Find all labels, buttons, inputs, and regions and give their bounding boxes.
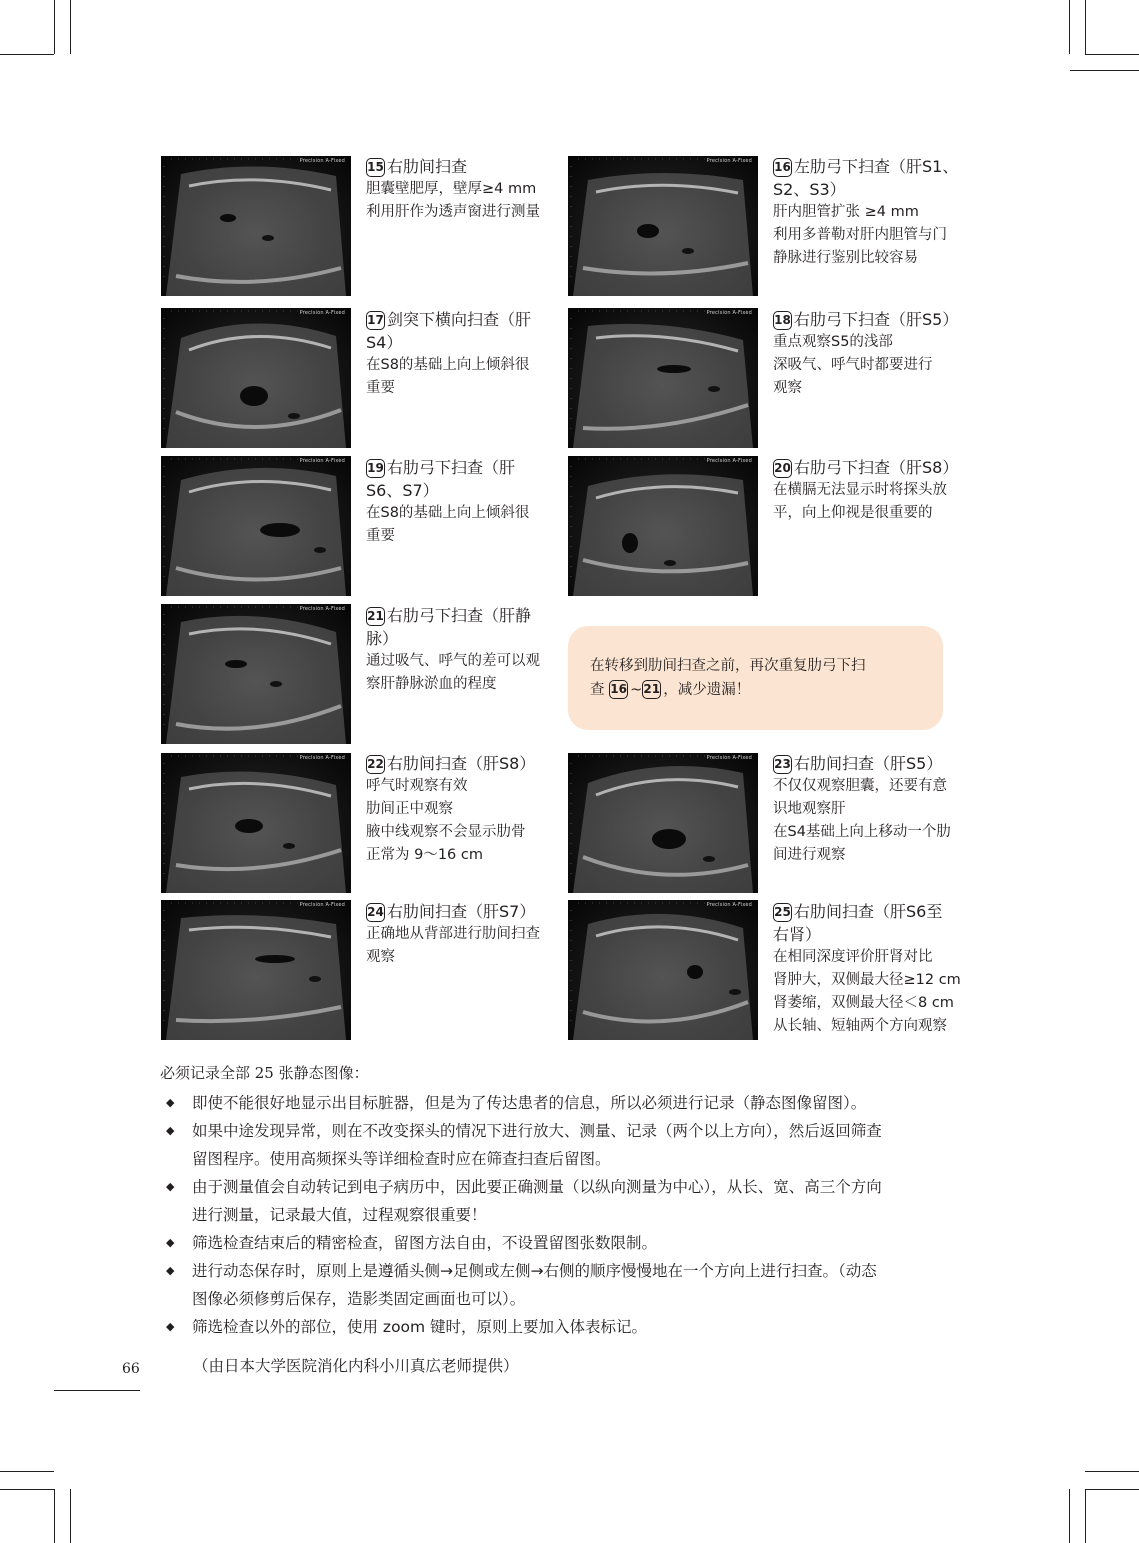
panel-caption bbox=[366, 155, 551, 224]
panel-title: 21 右肋弓下扫查（肝静 bbox=[367, 606, 532, 625]
diamond-bullet-icon: ◆ bbox=[166, 1264, 175, 1277]
scan-label: Precision A-Fixed bbox=[299, 902, 345, 908]
caption-line: 腋中线观察不会显示肋骨 bbox=[366, 824, 526, 840]
panel-title: 24 右肋间扫查（肝S7） bbox=[367, 902, 536, 921]
caption-line: 肾萎缩，双侧最大径＜8 cm bbox=[773, 995, 954, 1011]
caption-line: 在S4基础上向上移动一个肋 bbox=[773, 824, 951, 840]
list-item-line: 进行测量，记录最大值，过程观察很重要！ bbox=[192, 1206, 487, 1224]
ultrasound-image bbox=[161, 753, 351, 893]
caption-line: 正常为 9～16 cm bbox=[366, 847, 483, 863]
panel-caption bbox=[773, 456, 958, 525]
caption-line: 肋间正中观察 bbox=[366, 801, 453, 817]
caption-line: 观察 bbox=[773, 380, 802, 396]
caption-line: 静脉进行鉴别比较容易 bbox=[773, 250, 918, 266]
scan-graphic bbox=[161, 456, 351, 596]
requirements-list bbox=[160, 1089, 980, 1341]
list-item bbox=[160, 1229, 980, 1257]
panel-title: 18 右肋弓下扫查（肝S5） bbox=[774, 310, 959, 329]
scan-graphic bbox=[161, 753, 351, 893]
caption-line: 正确地从背部进行肋间扫查 bbox=[366, 926, 540, 942]
panel-caption bbox=[773, 752, 958, 867]
requirements-section bbox=[160, 1062, 980, 1341]
list-item-line: 如果中途发现异常，则在不改变探头的情况下进行放大、测量、记录（两个以上方向），然后返回筛查 bbox=[192, 1122, 882, 1140]
list-item bbox=[160, 1313, 980, 1341]
note-tilde: ~ bbox=[630, 682, 643, 698]
ultrasound-image bbox=[568, 308, 758, 448]
step-badge: 25 bbox=[773, 903, 792, 922]
panel-caption bbox=[773, 900, 961, 1038]
scan-label: Precision A-Fixed bbox=[299, 606, 345, 612]
caption-line: 间进行观察 bbox=[773, 847, 846, 863]
diamond-bullet-icon: ◆ bbox=[166, 1096, 175, 1109]
caption-line: 利用多普勒对肝内胆管与门 bbox=[773, 227, 947, 243]
list-item-line: 筛选检查以外的部位，使用 zoom 键时，原则上要加入体表标记。 bbox=[192, 1318, 648, 1336]
panel-caption bbox=[366, 604, 551, 696]
step-badge: 20 bbox=[773, 459, 792, 478]
step-badge: 16 bbox=[773, 158, 792, 177]
caption-line: 从长轴、短轴两个方向观察 bbox=[773, 1018, 947, 1034]
caption-line: 肾肿大，双侧最大径≥12 cm bbox=[773, 972, 961, 988]
panel-title: 23 右肋间扫查（肝S5） bbox=[774, 754, 943, 773]
caption-line: S2、S3） bbox=[773, 180, 846, 199]
scan-graphic bbox=[568, 900, 758, 1040]
caption-line: 在S8的基础上向上倾斜很 bbox=[366, 357, 530, 373]
scan-graphic bbox=[568, 753, 758, 893]
panel-title: 20 右肋弓下扫查（肝S8） bbox=[774, 458, 959, 477]
caption-line: 通过吸气、呼气的差可以观 bbox=[366, 653, 540, 669]
list-item-line: 即使不能很好地显示出目标脏器，但是为了传达患者的信息，所以必须进行记录（静态图像留图）。 bbox=[192, 1094, 867, 1112]
diamond-bullet-icon: ◆ bbox=[166, 1180, 175, 1193]
panel-title: 19 右肋弓下扫查（肝 bbox=[367, 458, 516, 477]
note-text: 查 bbox=[590, 682, 605, 698]
panel-title: 17 剑突下横向扫查（肝 bbox=[367, 310, 532, 329]
ultrasound-image bbox=[161, 456, 351, 596]
caption-line: 不仅仅观察胆囊，还要有意 bbox=[773, 778, 947, 794]
step-badge: 16 bbox=[609, 680, 628, 699]
step-badge: 21 bbox=[366, 607, 385, 626]
step-badge: 19 bbox=[366, 459, 385, 478]
panel-caption bbox=[773, 308, 958, 400]
scan-label: Precision A-Fixed bbox=[299, 755, 345, 761]
note-line-1: 在转移到肋间扫查之前，再次重复肋弓下扫 bbox=[590, 658, 866, 674]
caption-line: 右肾） bbox=[773, 925, 822, 944]
step-badge: 22 bbox=[366, 755, 385, 774]
panel-title: 25 右肋间扫查（肝S6至 bbox=[774, 902, 943, 921]
caption-line: 在横膈无法显示时将探头放 bbox=[773, 482, 947, 498]
diamond-bullet-icon: ◆ bbox=[166, 1236, 175, 1249]
caption-line: 深吸气、呼气时都要进行 bbox=[773, 357, 933, 373]
caption-line: 胆囊壁肥厚，壁厚≥4 mm bbox=[366, 181, 537, 197]
reminder-note bbox=[568, 626, 943, 730]
diamond-bullet-icon: ◆ bbox=[166, 1124, 175, 1137]
scan-graphic bbox=[161, 308, 351, 448]
scan-graphic bbox=[161, 604, 351, 744]
step-badge: 18 bbox=[773, 311, 792, 330]
page-number: 66 bbox=[122, 1361, 140, 1377]
caption-line: 重要 bbox=[366, 528, 395, 544]
caption-line: 肝内胆管扩张 ≥4 mm bbox=[773, 204, 919, 220]
list-item-line: 留图程序。使用高频探头等详细检查时应在筛查扫查后留图。 bbox=[192, 1150, 611, 1168]
list-item bbox=[160, 1117, 980, 1173]
caption-line: 观察 bbox=[366, 949, 395, 965]
scan-graphic bbox=[568, 156, 758, 296]
panel-caption bbox=[366, 456, 551, 548]
list-item-line: 由于测量值会自动转记到电子病历中，因此要正确测量（以纵向测量为中心），从长、宽、高三个方向 bbox=[192, 1178, 882, 1196]
diamond-bullet-icon: ◆ bbox=[166, 1320, 175, 1333]
requirements-heading: 必须记录全部 25 张静态图像： bbox=[160, 1064, 369, 1082]
caption-line: 重点观察S5的浅部 bbox=[773, 334, 893, 350]
ultrasound-image bbox=[568, 456, 758, 596]
step-badge: 21 bbox=[642, 680, 661, 699]
panel-title: 22 右肋间扫查（肝S8） bbox=[367, 754, 536, 773]
ultrasound-image bbox=[568, 156, 758, 296]
ultrasound-image bbox=[568, 753, 758, 893]
ultrasound-image bbox=[161, 604, 351, 744]
step-badge: 24 bbox=[366, 903, 385, 922]
panel-title: 16 左肋弓下扫查（肝S1、 bbox=[774, 157, 959, 176]
list-item-line: 图像必须修剪后保存，造影类固定画面也可以）。 bbox=[192, 1290, 526, 1308]
ultrasound-image bbox=[161, 308, 351, 448]
scan-label: Precision A-Fixed bbox=[299, 458, 345, 464]
caption-line: 呼气时观察有效 bbox=[366, 778, 468, 794]
caption-line: 利用肝作为透声窗进行测量 bbox=[366, 204, 540, 220]
list-item bbox=[160, 1257, 980, 1313]
scan-label: Precision A-Fixed bbox=[299, 310, 345, 316]
panel-caption bbox=[366, 308, 551, 400]
scan-label: Precision A-Fixed bbox=[706, 902, 752, 908]
scan-graphic bbox=[161, 900, 351, 1040]
caption-line: S4） bbox=[366, 333, 403, 352]
step-badge: 15 bbox=[366, 158, 385, 177]
caption-line: 脉） bbox=[366, 629, 399, 648]
scan-label: Precision A-Fixed bbox=[706, 310, 752, 316]
ultrasound-image bbox=[161, 900, 351, 1040]
caption-line: 在相同深度评价肝肾对比 bbox=[773, 949, 933, 965]
ultrasound-image bbox=[568, 900, 758, 1040]
scan-graphic bbox=[568, 456, 758, 596]
list-item bbox=[160, 1173, 980, 1229]
scan-label: Precision A-Fixed bbox=[299, 158, 345, 164]
panel-caption bbox=[366, 900, 551, 969]
step-badge: 17 bbox=[366, 311, 385, 330]
ultrasound-image bbox=[161, 156, 351, 296]
scan-label: Precision A-Fixed bbox=[706, 158, 752, 164]
list-item-line: 进行动态保存时，原则上是遵循头侧→足侧或左侧→右侧的顺序慢慢地在一个方向上进行扫查。（动态 bbox=[192, 1262, 877, 1280]
panel-caption bbox=[366, 752, 551, 867]
scan-graphic bbox=[568, 308, 758, 448]
caption-line: 识地观察肝 bbox=[773, 801, 846, 817]
scan-label: Precision A-Fixed bbox=[706, 458, 752, 464]
panel-title: 15 右肋间扫查 bbox=[367, 157, 468, 176]
panel-caption bbox=[773, 155, 958, 270]
note-line-2 bbox=[590, 678, 750, 699]
caption-line: 重要 bbox=[366, 380, 395, 396]
caption-line: 平，向上仰视是很重要的 bbox=[773, 505, 933, 521]
scan-label: Precision A-Fixed bbox=[706, 755, 752, 761]
note-text: ，减少遗漏！ bbox=[663, 682, 751, 698]
step-badge: 23 bbox=[773, 755, 792, 774]
list-item bbox=[160, 1089, 980, 1117]
scan-graphic bbox=[161, 156, 351, 296]
caption-line: 察肝静脉淤血的程度 bbox=[366, 676, 497, 692]
caption-line: S6、S7） bbox=[366, 481, 439, 500]
list-item-line: 筛选检查结束后的精密检查，留图方法自由，不设置留图张数限制。 bbox=[192, 1234, 658, 1252]
credit-line: （由日本大学医院消化内科小川真広老师提供） bbox=[193, 1357, 519, 1375]
caption-line: 在S8的基础上向上倾斜很 bbox=[366, 505, 530, 521]
